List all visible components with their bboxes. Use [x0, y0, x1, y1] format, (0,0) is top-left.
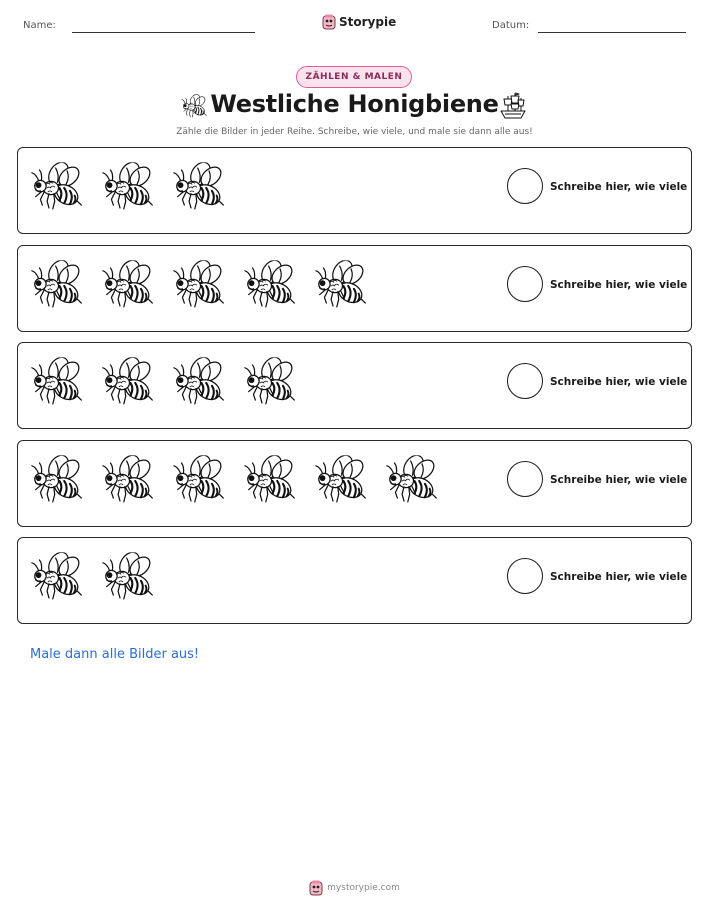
bee-group — [30, 455, 442, 507]
bee-icon[interactable] — [172, 260, 229, 312]
footer-site[interactable]: mystorypie.com — [327, 883, 400, 893]
name-line[interactable] — [72, 32, 255, 33]
ship-icon — [498, 91, 528, 121]
answer-circle[interactable] — [507, 461, 543, 497]
bee-icon[interactable] — [101, 260, 158, 312]
date-line[interactable] — [538, 32, 686, 33]
answer-label: Schreibe hier, wie viele — [550, 279, 688, 291]
brand-name: Storypie — [339, 15, 397, 29]
instructions: Zähle die Bilder in jeder Reihe. Schreibe, wie viele, und male sie dann alle aus! — [176, 127, 533, 137]
bee-group — [30, 357, 300, 409]
category-badge: ZÄHLEN & MALEN — [296, 66, 412, 88]
bee-icon[interactable] — [314, 260, 371, 312]
bee-icon[interactable] — [30, 552, 87, 604]
bee-icon[interactable] — [30, 260, 87, 312]
bee-icon[interactable] — [243, 260, 300, 312]
bee-icon[interactable] — [101, 552, 158, 604]
storypie-logo-icon — [309, 880, 323, 896]
answer-circle[interactable] — [507, 558, 543, 594]
answer-label: Schreibe hier, wie viele — [550, 571, 688, 583]
bee-icon[interactable] — [243, 455, 300, 507]
coloring-instruction: Male dann alle Bilder aus! — [30, 647, 200, 662]
answer-circle[interactable] — [507, 168, 543, 204]
name-label: Name: — [23, 20, 56, 31]
bee-icon[interactable] — [30, 162, 87, 214]
bee-icon[interactable] — [385, 455, 442, 507]
bee-icon[interactable] — [172, 162, 229, 214]
count-row — [17, 537, 692, 624]
bee-icon[interactable] — [101, 162, 158, 214]
answer-circle[interactable] — [507, 363, 543, 399]
bee-group — [30, 162, 229, 214]
date-label: Datum: — [492, 20, 530, 31]
answer-circle[interactable] — [507, 266, 543, 302]
count-row — [17, 342, 692, 429]
bee-icon[interactable] — [172, 455, 229, 507]
bee-icon[interactable] — [172, 357, 229, 409]
answer-label: Schreibe hier, wie viele — [550, 376, 688, 388]
bee-icon[interactable] — [30, 455, 87, 507]
bee-icon[interactable] — [101, 357, 158, 409]
page-title: Westliche Honigbiene — [210, 90, 499, 118]
bee-group — [30, 260, 371, 312]
count-row — [17, 147, 692, 234]
bee-icon[interactable] — [243, 357, 300, 409]
footer — [0, 880, 709, 896]
bee-icon[interactable] — [314, 455, 371, 507]
storypie-logo-icon — [322, 14, 336, 30]
bee-icon[interactable] — [30, 357, 87, 409]
bee-icon[interactable] — [101, 455, 158, 507]
count-row — [17, 440, 692, 527]
answer-label: Schreibe hier, wie viele — [550, 474, 688, 486]
brand — [322, 14, 396, 30]
answer-label: Schreibe hier, wie viele — [550, 181, 688, 193]
count-row — [17, 245, 692, 332]
bee-group — [30, 552, 158, 604]
